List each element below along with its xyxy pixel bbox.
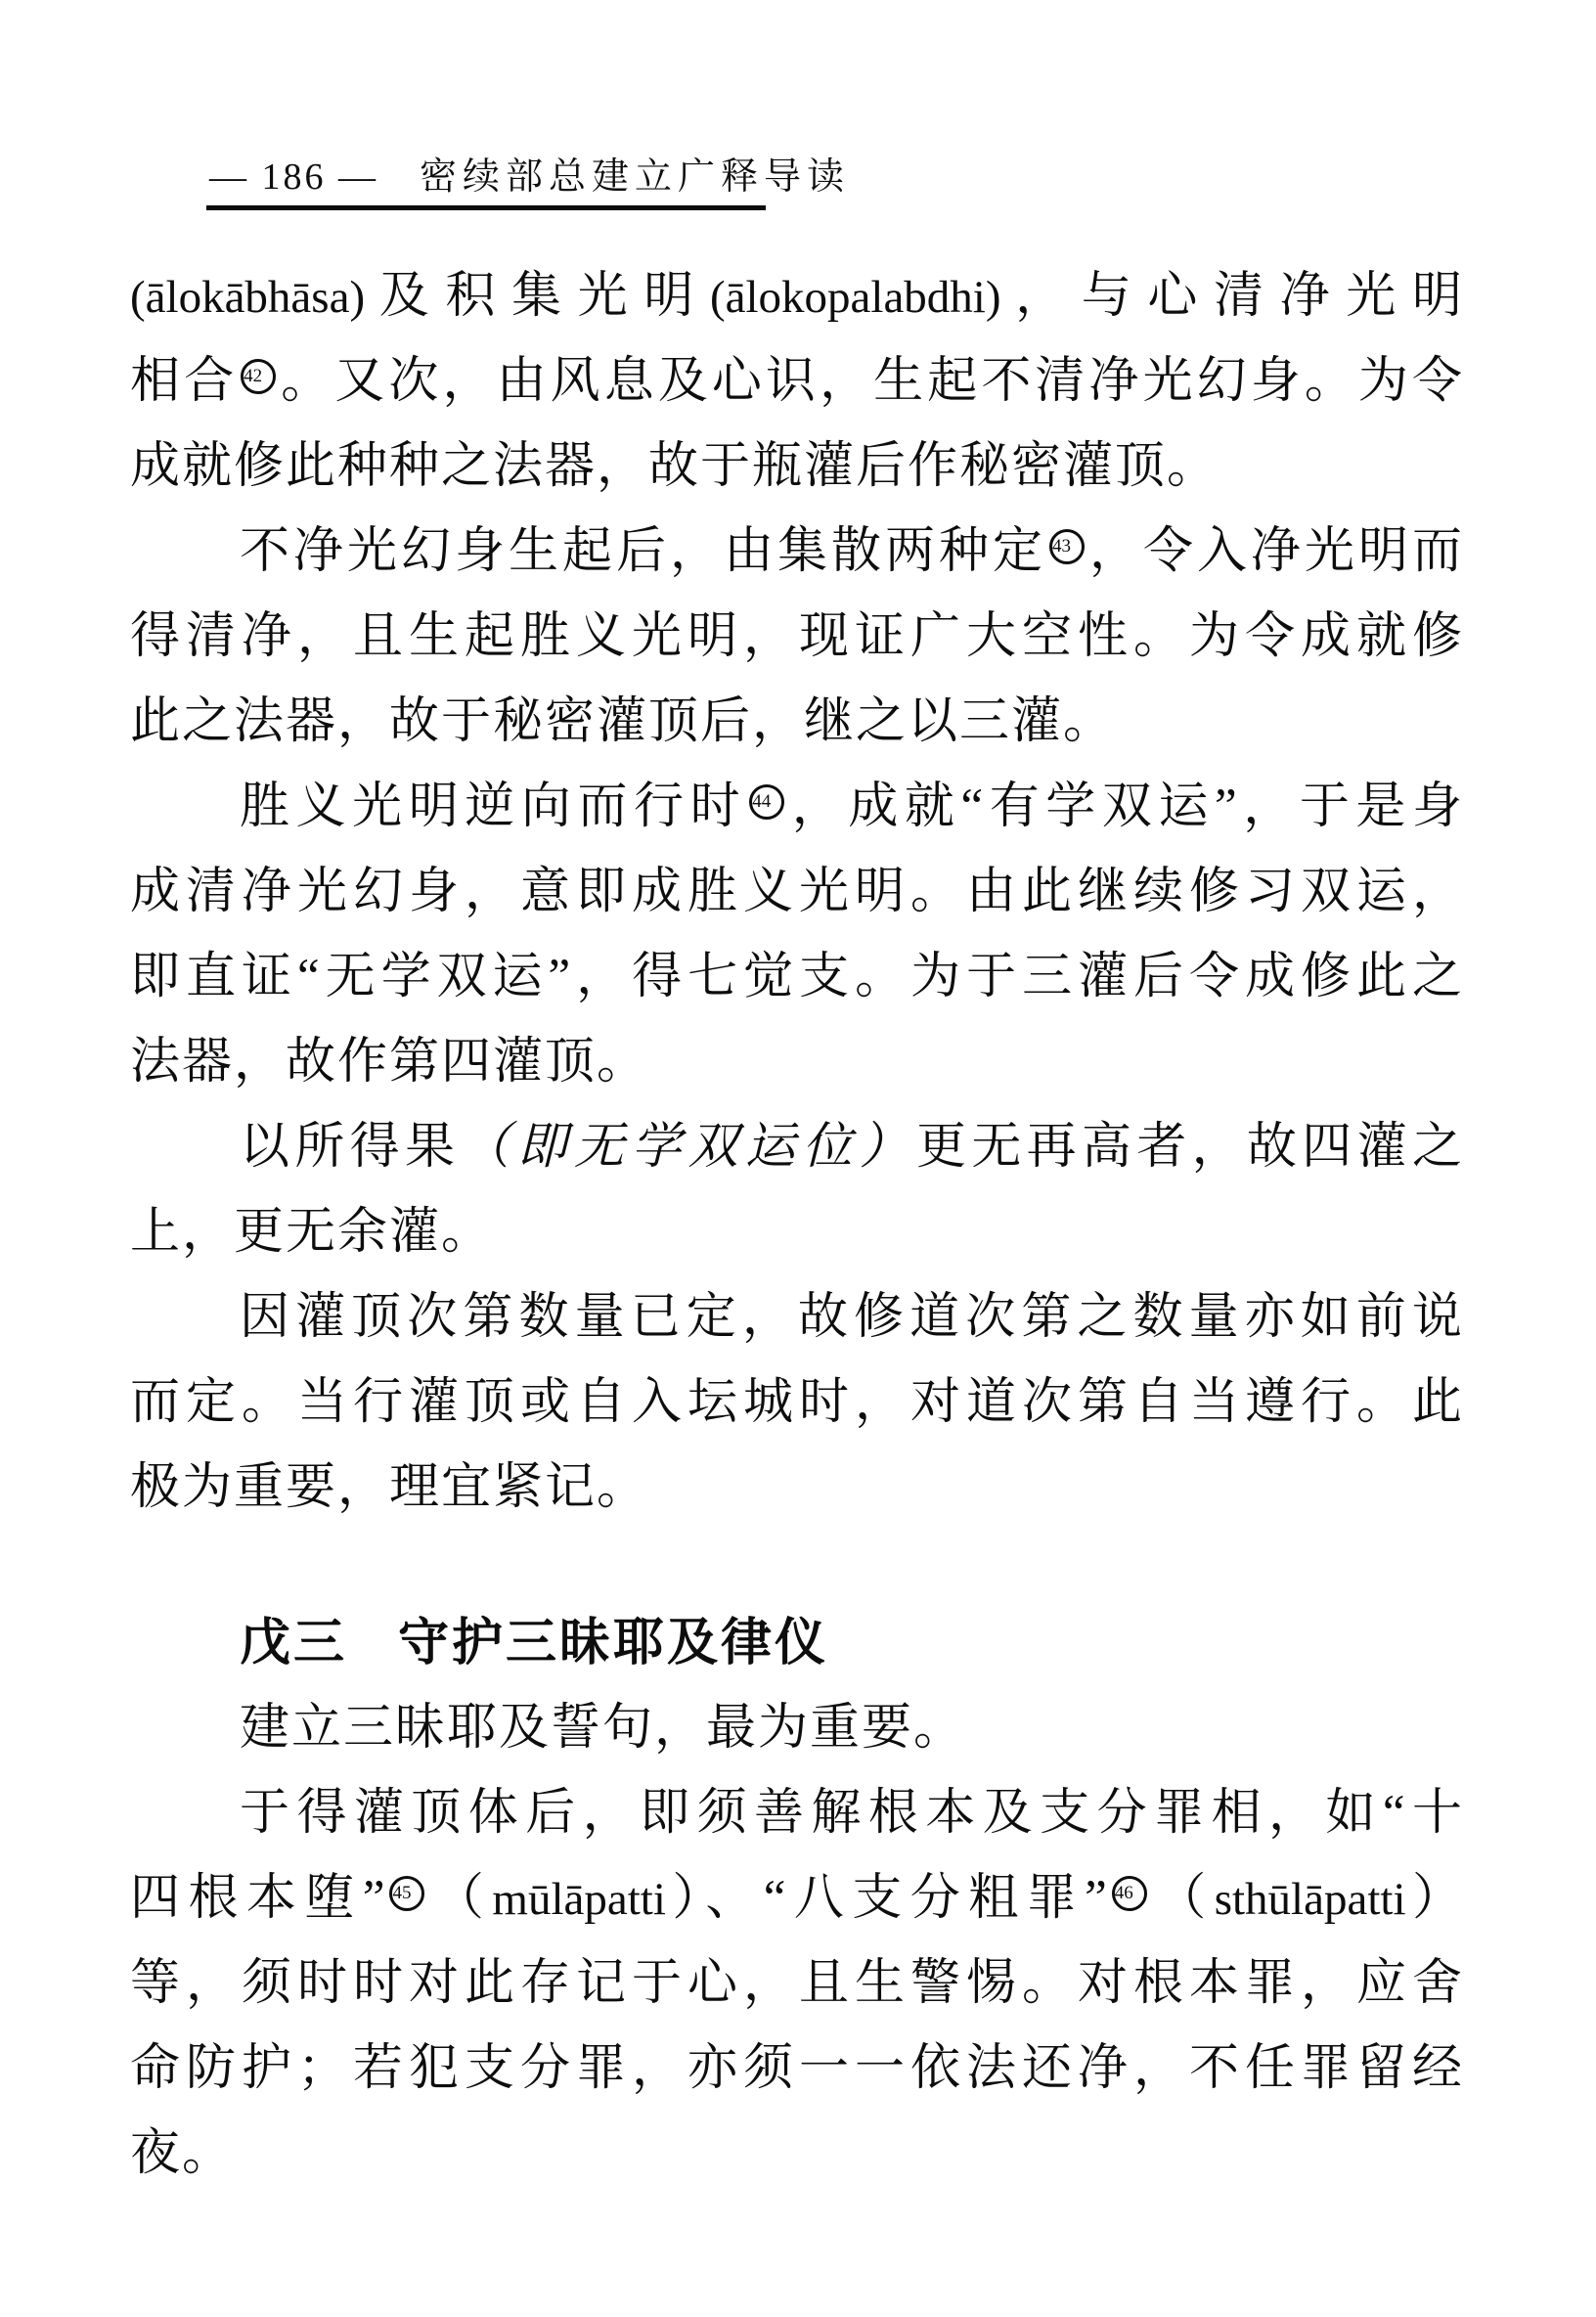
text-run: 相合 (130, 354, 239, 409)
text-run: 四根本堕” (130, 1871, 387, 1926)
body-line (130, 595, 1464, 680)
page-number: — 186 — (209, 156, 378, 198)
text-run: 极为重要，理宜紧记。 (130, 1460, 649, 1515)
body-line (130, 935, 1464, 1020)
body-line (130, 850, 1464, 935)
body-text (130, 254, 1464, 2197)
book-title: 密续部总建立广释导读 (420, 156, 851, 198)
text-run: （ (1149, 1871, 1215, 1926)
text-run: 此之法器，故于秘密灌顶后，继之以三灌。 (130, 694, 1116, 749)
text-run: ，令入净光明而 (1086, 524, 1464, 579)
text-run: 夜。 (130, 2126, 235, 2181)
text-run: 成就修此种种之法器，故于瓶灌后作秘密灌顶。 (130, 439, 1219, 494)
latin-term: sthūlāpatti (1214, 1874, 1406, 1925)
body-line (130, 2027, 1464, 2112)
body-line (130, 424, 1464, 510)
footnote-marker: 45 (389, 1876, 424, 1911)
body-line (130, 1275, 1464, 1360)
body-line (130, 1771, 1464, 1856)
text-run: 因灌顶次第数量已定，故修道次第之数量亦如前说 (240, 1290, 1464, 1345)
body-line (130, 1105, 1464, 1190)
section-heading (130, 1601, 1464, 1686)
text-run: （ (427, 1871, 493, 1926)
body-line (130, 1686, 1464, 1771)
running-header (209, 155, 850, 200)
text-run: ，成就“有学双运”，于是身 (787, 780, 1464, 834)
footnote-marker: 42 (241, 359, 276, 394)
parenthetical-note: （即无学双运位） (460, 1120, 916, 1175)
body-line (130, 1446, 1464, 1531)
body-line (130, 1360, 1464, 1446)
section-heading-label: 戊三 (240, 1615, 348, 1671)
text-run: 上，更无余灌。 (130, 1205, 494, 1260)
body-line (130, 680, 1464, 765)
text-run: 。又次，由风息及心识，生起不清净光幻身。为令 (279, 354, 1464, 409)
text-run: 更无再高者，故四灌之 (915, 1120, 1464, 1175)
body-line (130, 1941, 1464, 2027)
text-run: 胜义光明逆向而行时 (240, 780, 747, 834)
text-run: 于得灌顶体后，即须善解根本及支分罪相，如“十 (240, 1786, 1464, 1841)
body-line (130, 1190, 1464, 1275)
section-heading-title: 守护三昧耶及律仪 (398, 1615, 829, 1671)
body-line (130, 1020, 1464, 1105)
body-line (130, 2112, 1464, 2197)
text-run: 而定。当行灌顶或自入坛城时，对道次第自当遵行。此 (130, 1375, 1464, 1430)
latin-term: (ālokābhāsa) (130, 272, 366, 323)
footnote-marker: 44 (749, 784, 784, 820)
body-line (130, 254, 1464, 339)
latin-term: mūlāpatti (492, 1874, 666, 1925)
text-run: 成清净光幻身，意即成胜义光明。由此继续修习双运， (130, 865, 1464, 919)
latin-term: (ālokopalabdhi) (709, 272, 1001, 323)
body-line (130, 339, 1464, 424)
body-line (130, 765, 1464, 850)
footnote-marker: 43 (1049, 529, 1085, 564)
text-run: 不净光幻身生起后，由集散两种定 (240, 524, 1046, 579)
text-run: 即直证“无学双运”，得七觉支。为于三灌后令成修此之 (130, 950, 1464, 1004)
text-run: 法器，故作第四灌顶。 (130, 1035, 649, 1090)
text-run: ） (1405, 1871, 1464, 1926)
text-run: 以所得果 (240, 1120, 461, 1175)
text-run: ）、“八支分粗罪” (665, 1871, 1109, 1926)
text-run: 建立三昧耶及誓句，最为重要。 (240, 1701, 966, 1756)
text-run: 得清净，且生起胜义光明，现证广大空性。为令成就修 (130, 609, 1464, 664)
text-run: ，与心清净光明 (1000, 269, 1464, 324)
header-rule (206, 205, 766, 210)
text-run: 命防护；若犯支分罪，亦须一一依法还净，不任罪留经 (130, 2041, 1464, 2096)
text-run: 及积集光明 (365, 269, 710, 324)
body-line (130, 1856, 1464, 1941)
text-run: 等，须时时对此存记于心，且生警惕。对根本罪，应舍 (130, 1956, 1464, 2011)
body-line (130, 510, 1464, 595)
footnote-marker: 46 (1112, 1876, 1147, 1911)
